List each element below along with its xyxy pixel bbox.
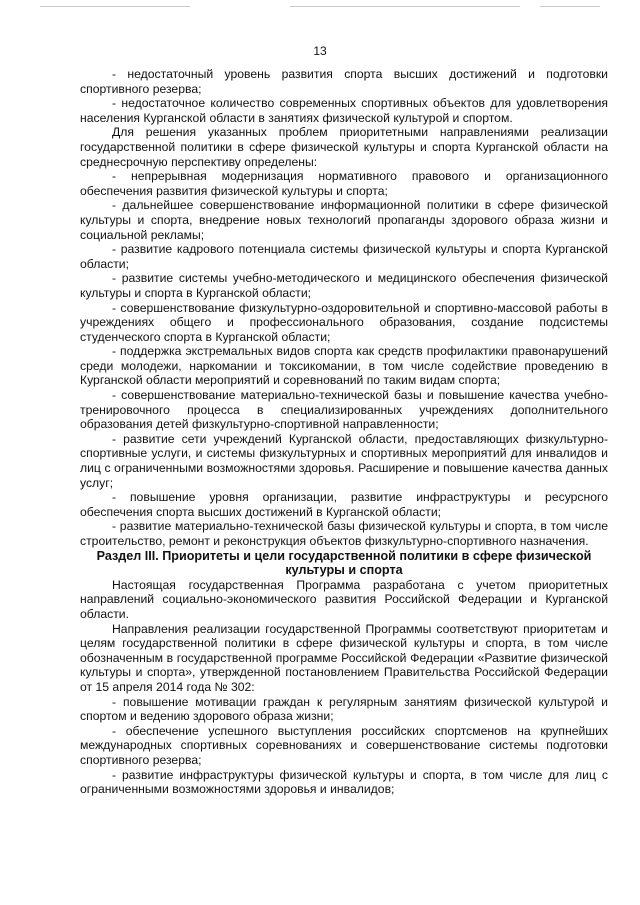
paragraph: - развитие сети учреждений Курганской области, предоставляющих физкультурно-спортивные услуги, и системы физкультурных и спортивных мероприятий для инвалидов и лиц с ограниченными возможностями здоровья. Расширение и повышение качества данных услуг; bbox=[80, 431, 608, 490]
paragraph: - совершенствование материально-технической базы и повышение качества учебно-тренировочного процесса в специализированных учреждениях дополнительного образования детей физкультурно-спортивной направленности; bbox=[80, 388, 608, 432]
paragraph: - развитие материально-технической базы физической культуры и спорта, в том числе строительство, ремонт и реконструкция объектов физкультурно-спортивного назначения. bbox=[80, 519, 608, 548]
paragraph: - непрерывная модернизация нормативного правового и организационного обеспечения развития физической культуры и спорта; bbox=[80, 169, 608, 198]
paragraph: - повышение мотивации граждан к регулярным занятиям физической культурой и спортом и ведению здорового образа жизни; bbox=[80, 694, 608, 724]
scan-top-edge bbox=[0, 0, 640, 10]
paragraph: - обеспечение успешного выступления российских спортсменов на крупнейших международных спортивных соревнованиях и совершенствование системы подготовки спортивного резерва; bbox=[80, 723, 608, 767]
paragraph: Настоящая государственная Программа разработана с учетом приоритетных направлений социально-экономического развития Российской Федерации и Курганской области. bbox=[80, 577, 608, 621]
page-number: 13 bbox=[313, 44, 327, 58]
paragraph: - поддержка экстремальных видов спорта как средств профилактики правонарушений среди молодежи, наркомании и токсикомании, в том числе содействие проведению в Курганской области мероприятий и соревнований по таким видам спорта; bbox=[80, 344, 608, 388]
paragraph: - развитие кадрового потенциала системы физической культуры и спорта Курганской области; bbox=[80, 242, 608, 271]
paragraph: - повышение уровня организации, развитие инфраструктуры и ресурсного обеспечения спорта высших достижений в Курганской области; bbox=[80, 490, 608, 519]
document-body bbox=[80, 67, 608, 797]
paragraph: - совершенствование физкультурно-оздоровительной и спортивно-массовой работы в учреждениях общего и профессионального образования, создание подсистемы студенческого спорта в Курганской области; bbox=[80, 300, 608, 344]
paragraph: - развитие инфраструктуры физической культуры и спорта, в том числе для лиц с ограниченными возможностями здоровья и инвалидов; bbox=[80, 767, 608, 797]
paragraph: - недостаточное количество современных спортивных объектов для удовлетворения населения Курганской области в занятиях физической культурой и спортом. bbox=[80, 96, 608, 125]
section-title: Раздел III. Приоритеты и цели государственной политики в сфере физической культуры и спорта bbox=[96, 548, 592, 578]
paragraph: - дальнейшее совершенствование информационной политики в сфере физической культуры и спорта, внедрение новых технологий пропаганды здорового образа жизни и социальной рекламы; bbox=[80, 198, 608, 242]
paragraph: Для решения указанных проблем приоритетными направлениями реализации государственной политики в сфере физической культуры и спорта Курганской области на среднесрочную перспективу определены: bbox=[80, 125, 608, 169]
paragraph: Направления реализации государственной Программы соответствуют приоритетам и целям государственной политики в сфере физической культуры и спорта, в том числе обозначенным в государственной программе Российской Федерации «Развитие физической культуры и спорта», утвержденной постановлением Правительства Российской Федерации от 15 апреля 2014 года № 302: bbox=[80, 621, 608, 694]
paragraph: - развитие системы учебно-методического и медицинского обеспечения физической культуры и спорта в Курганской области; bbox=[80, 271, 608, 300]
paragraph: - недостаточный уровень развития спорта высших достижений и подготовки спортивного резерва; bbox=[80, 67, 608, 96]
